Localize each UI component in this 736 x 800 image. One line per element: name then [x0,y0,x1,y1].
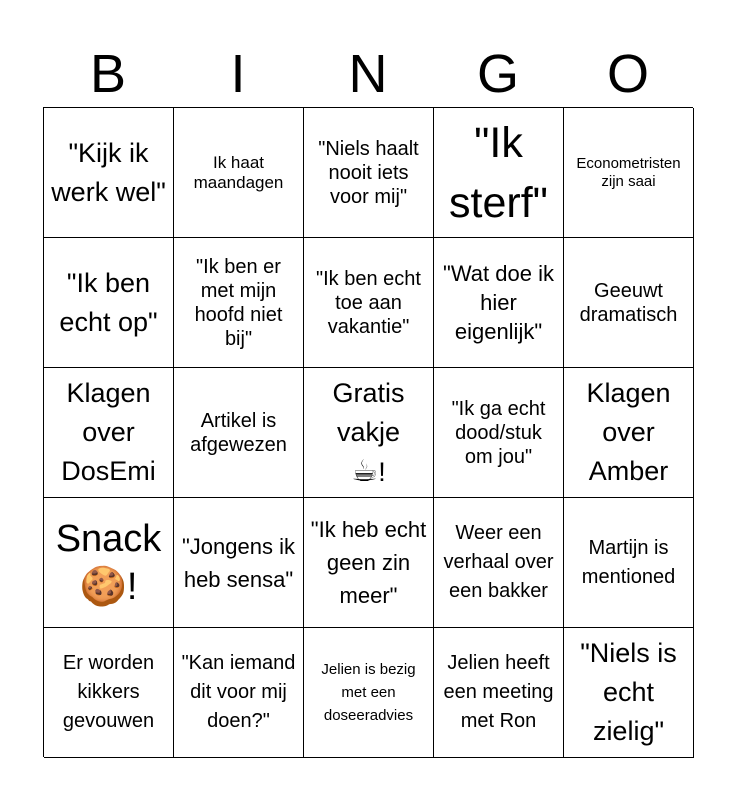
bingo-cell[interactable] [564,238,694,368]
header-letter-g: G [476,44,519,104]
cell-text: Martijn is mentioned [581,536,676,588]
header-letter-n: N [348,44,388,104]
bingo-cell[interactable] [44,108,174,238]
cell-text: Klagen over DosEmi [61,378,156,486]
bingo-grid [43,107,693,757]
cell-text: "Wat doe ik hier eigenlijk" [443,261,554,344]
free-cell[interactable] [304,368,434,498]
bingo-cell[interactable] [564,498,694,628]
cell-text: Ik haat maandagen [193,152,284,192]
bingo-cell[interactable] [44,628,174,758]
bingo-cell[interactable] [304,108,434,238]
header-letter-i: I [230,44,246,104]
cell-text: "Ik heb echt geen zin meer" [310,517,427,608]
cell-text: Er worden kikkers gevouwen [62,652,155,732]
cell-text: "Ik ben echt op" [59,267,158,337]
bingo-cell[interactable] [434,108,564,238]
cell-text: Klagen over Amber [586,378,671,486]
cell-text: Artikel is afgewezen [190,409,287,456]
bingo-cell[interactable] [44,368,174,498]
free-cell-content [310,374,427,492]
cell-text: "Kan iemand dit voor mij doen?" [181,652,296,732]
coffee-icon: ☕ [351,454,379,488]
cell-text: "Ik ben echt toe aan vakantie" [316,267,421,338]
bingo-cell[interactable] [304,238,434,368]
cell-text: "Niels is echt zielig" [580,638,677,746]
bingo-cell[interactable] [564,108,694,238]
cell-text: "Ik ga echt dood/stuk om jou" [451,397,546,468]
cell-text: "Ik sterf" [449,118,548,227]
bingo-cell[interactable] [44,498,174,628]
bingo-cell[interactable] [174,628,304,758]
cell-text: "Kijk ik werk wel" [51,137,166,207]
bingo-cell[interactable] [564,628,694,758]
bingo-header [43,40,693,108]
exclamation-mark: ! [126,565,138,608]
header-letter-o: O [606,44,649,104]
bingo-cell[interactable] [434,498,564,628]
cell-text: Jelien is bezig met een doseeradvies [321,661,416,724]
bingo-cell[interactable] [564,368,694,498]
cell-text: Gratis vakje [332,377,405,447]
exclamation-mark: ! [378,456,386,487]
cell-text: Jelien heeft een meeting met Ron [443,652,554,732]
bingo-cell[interactable] [44,238,174,368]
cell-text: "Ik ben er met mijn hoofd niet bij" [194,255,283,350]
bingo-cell[interactable] [304,628,434,758]
cell-text: Snack [55,517,162,560]
bingo-cell[interactable] [174,238,304,368]
cookie-icon: 🍪 [79,565,127,608]
cell-text: "Niels haalt nooit iets voor mij" [318,137,419,208]
bingo-cell[interactable] [174,108,304,238]
bingo-cell[interactable] [174,368,304,498]
cell-text: Geeuwt dramatisch [579,279,678,326]
bingo-cell[interactable] [434,628,564,758]
snack-cell-content [56,515,162,611]
header-letter-b: B [89,44,127,104]
cell-text: "Jongens ik heb sensa" [182,533,295,592]
bingo-cell[interactable] [434,238,564,368]
cell-text: Weer een verhaal over een bakker [443,522,554,602]
bingo-cell[interactable] [304,498,434,628]
bingo-cell[interactable] [174,498,304,628]
bingo-cell[interactable] [434,368,564,498]
cell-text: Econometristen zijn saai [576,154,681,190]
